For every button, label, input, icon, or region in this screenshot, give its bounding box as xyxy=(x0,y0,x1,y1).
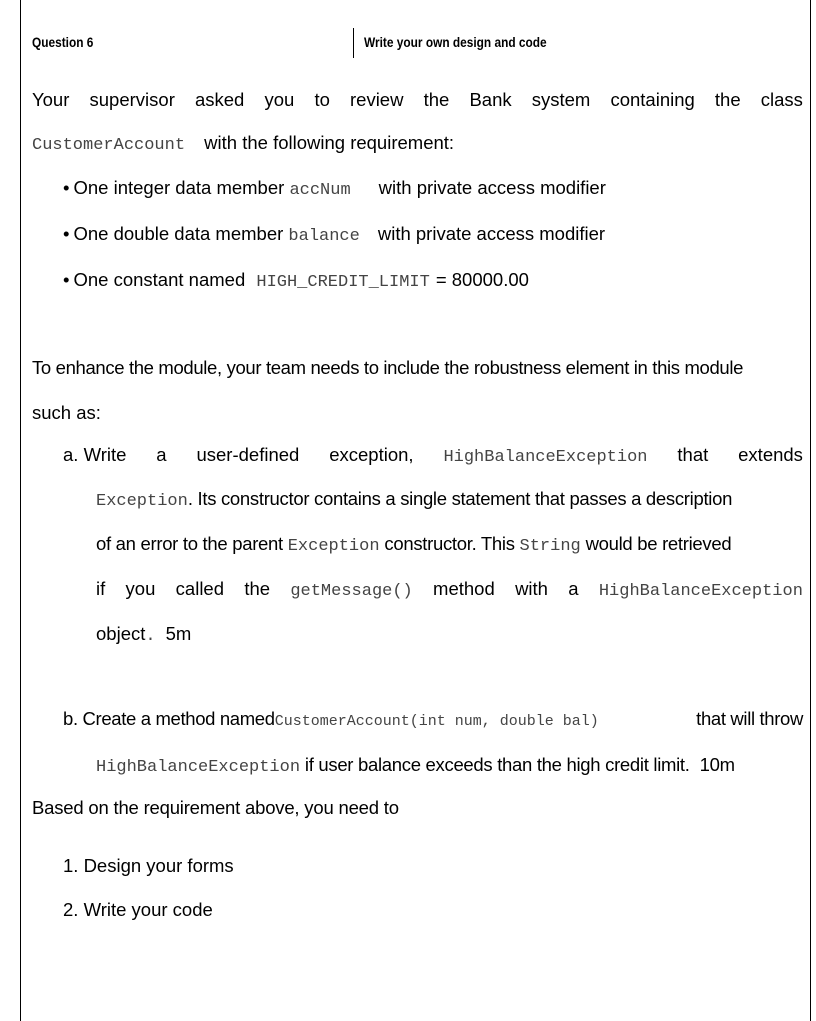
method-signature-code: CustomerAccount(int num, double bal) xyxy=(274,713,599,730)
bullet-item: • One double data member balance with private access modifier xyxy=(63,223,606,246)
enhance-line-2: such as: xyxy=(32,402,101,423)
item-a-line-4: if you called the getMessage() method with a HighBalanceException xyxy=(96,578,803,601)
header-divider xyxy=(353,28,354,58)
item-b-line-1: b. Create a method named CustomerAccount(int num, double bal) that will throw xyxy=(63,708,803,733)
bullet-icon: • xyxy=(63,177,70,198)
bullet-item: • One constant named HIGH_CREDIT_LIMIT = 80000.00 xyxy=(63,269,529,292)
class-name-code: CustomerAccount xyxy=(32,136,186,155)
bullet-icon: • xyxy=(63,223,70,244)
item-b-line-2: HighBalanceException if user balance exceeds than the high credit limit. 10m xyxy=(96,754,735,777)
item-a-line-5: object. 5m xyxy=(96,623,192,646)
item-a-line-1: a. Write a user-defined exception, HighBalanceException that extends xyxy=(63,444,803,467)
intro-line-2: CustomerAccount with the following requirement: xyxy=(32,132,455,155)
intro-line-1: Your supervisor asked you to review the Bank system containing the class xyxy=(32,89,803,110)
enhance-line-1: To enhance the module, your team needs to include the robustness element in this module xyxy=(32,357,744,378)
marks-b: 10m xyxy=(699,754,735,775)
task-item: 1. Design your forms xyxy=(63,855,234,876)
bullet-item: • One integer data member accNum with private access modifier xyxy=(63,177,606,200)
item-a-line-2: Exception. Its constructor contains a single statement that passes a description xyxy=(96,488,733,511)
conclusion-text: Based on the requirement above, you need to xyxy=(32,797,399,818)
exception-class-code: HighBalanceException xyxy=(443,448,648,467)
marks-a: 5m xyxy=(165,623,192,644)
task-item: 2. Write your code xyxy=(63,899,213,920)
question-instruction: Write your own design and code xyxy=(364,35,547,50)
get-message-code: getMessage() xyxy=(290,582,413,601)
bullet-icon: • xyxy=(63,269,70,290)
question-number: Question 6 xyxy=(32,35,94,50)
item-a-line-3: of an error to the parent Exception constructor. This String would be retrieved xyxy=(96,533,732,556)
